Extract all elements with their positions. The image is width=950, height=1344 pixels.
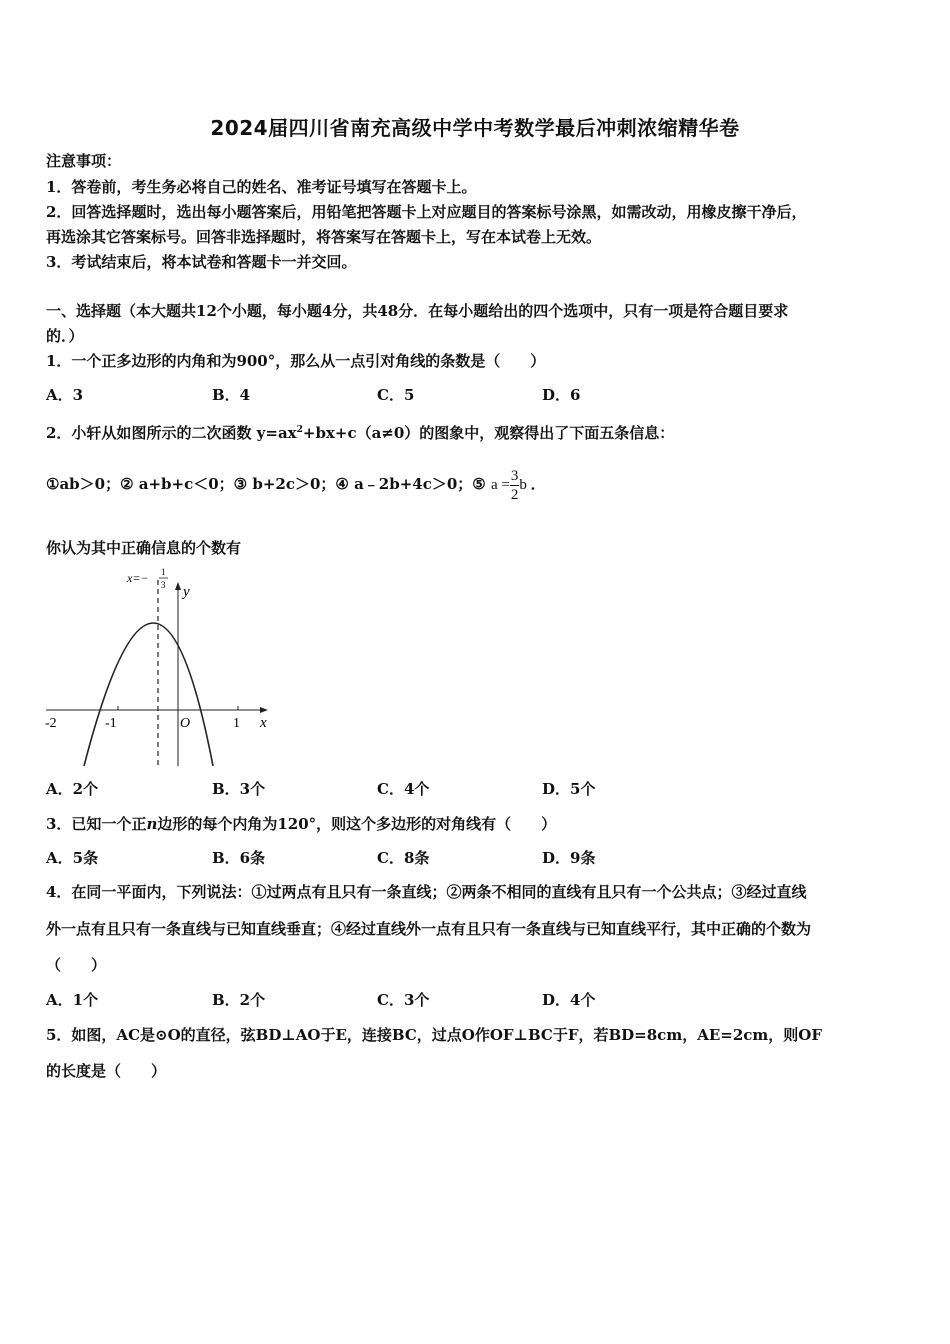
q4-stem-line-1: 4．在同一平面内，下列说法：①过两点有且只有一条直线；②两条不相同的直线有且只有一个公共点；③经过直线	[46, 883, 807, 901]
q1-options	[46, 385, 906, 405]
q2-formula-rhs: b	[519, 477, 527, 493]
q2-formula-end: ．	[530, 475, 546, 493]
section-heading: 一、选择题（本大题共12个小题，每小题4分，共48分．在每小题给出的四个选项中，只有一项是符合题目要求	[46, 302, 789, 320]
q5-stem-line-2: 的长度是（ ）	[46, 1062, 167, 1080]
notice-item-1: 1．答卷前，考生务必将自己的姓名、准考证号填写在答题卡上。	[46, 178, 477, 196]
parabola-graph	[42, 566, 282, 770]
q4-stem-line-2: 外一点有且只有一条直线与已知直线垂直；④经过直线外一点有且只有一条直线与已知直线平行，其中正确的个数为	[46, 920, 812, 938]
q2-formula-lhs: a =	[490, 477, 510, 493]
q1-option-d[interactable]: D．6	[542, 386, 581, 404]
exam-title: 2024届四川省南充高级中学中考数学最后冲刺浓缩精华卷	[210, 116, 740, 140]
q2-options	[46, 779, 906, 799]
q2-question: 你认为其中正确信息的个数有	[46, 539, 242, 557]
q2-option-a[interactable]: A．2个	[46, 780, 99, 798]
q2-info	[46, 466, 906, 502]
q4-option-c[interactable]: C．3个	[377, 991, 430, 1009]
q5-stem-line-1: 5．如图，AC是⊙O的直径，弦BD⊥AO于E，连接BC，过点O作OF⊥BC于F，若BD=8cm，AE=2cm，则OF	[46, 1026, 822, 1044]
q1-option-b[interactable]: B．4	[212, 386, 251, 404]
notice-item-2-cont: 再选涂其它答案标号。回答非选择题时，将答案写在答题卡上，写在本试卷上无效。	[46, 228, 602, 246]
tick-label-minus-2: -2	[45, 716, 57, 731]
tick-label-minus-1: -1	[105, 716, 117, 731]
q2-formula-fraction	[510, 467, 520, 504]
q3-stem-var: n	[146, 815, 158, 833]
q3-options	[46, 848, 906, 868]
notice-item-2: 2．回答选择题时，选出每小题答案后，用铅笔把答题卡上对应题目的答案标号涂黑，如需改动，用橡皮擦干净后，	[46, 203, 807, 221]
parabola-curve	[84, 623, 213, 766]
symmetry-frac-den: 3	[161, 580, 166, 590]
q3-option-c[interactable]: C．8条	[377, 849, 430, 867]
x-axis-arrow	[260, 707, 268, 713]
q4-stem-line-3: （ ）	[46, 956, 107, 974]
q3-option-d[interactable]: D．9条	[542, 849, 596, 867]
x-axis-label: x	[260, 715, 267, 731]
q2-stem-post: +bx+c（a≠0）的图象中，观察得出了下面五条信息：	[302, 424, 675, 442]
tick-label-1: 1	[233, 716, 240, 731]
q2-info-text: ①ab＞0；② a+b+c＜0；③ b+2c＞0；④ a﹣2b+4c＞0；⑤	[46, 475, 486, 493]
q1-stem: 1．一个正多边形的内角和为900°，那么从一点引对角线的条数是（ ）	[46, 352, 546, 370]
notice-heading: 注意事项：	[46, 152, 122, 170]
q2-option-c[interactable]: C．4个	[377, 780, 430, 798]
y-axis-label: y	[183, 584, 190, 600]
notice-item-3: 3．考试结束后，将本试卷和答题卡一并交回。	[46, 253, 357, 271]
q4-options	[46, 990, 906, 1010]
q4-option-a[interactable]: A．1个	[46, 991, 99, 1009]
q1-option-c[interactable]: C．5	[377, 386, 415, 404]
q2-stem	[46, 420, 906, 443]
q2-stem-sup: 2	[296, 425, 303, 435]
q2-option-b[interactable]: B．3个	[212, 780, 266, 798]
q3-option-b[interactable]: B．6条	[212, 849, 266, 867]
q2-formula	[490, 468, 531, 504]
q3-stem	[46, 814, 906, 834]
q2-stem-pre: 2．小轩从如图所示的二次函数 y=ax	[46, 424, 297, 442]
q2-option-d[interactable]: D．5个	[542, 780, 596, 798]
q1-option-a[interactable]: A．3	[46, 386, 84, 404]
q3-option-a[interactable]: A．5条	[46, 849, 99, 867]
origin-label: O	[180, 716, 191, 731]
q3-stem-post: 边形的每个内角为120°，则这个多边形的对角线有（ ）	[157, 815, 557, 833]
q2-frac-den: 2	[510, 487, 519, 504]
q4-option-d[interactable]: D．4个	[542, 991, 596, 1009]
section-heading-cont: 的．）	[46, 327, 84, 345]
y-axis-arrow	[175, 582, 181, 590]
q4-option-b[interactable]: B．2个	[212, 991, 266, 1009]
symmetry-frac-num: 1	[161, 567, 166, 577]
q3-stem-pre: 3．已知一个正	[46, 815, 147, 833]
q2-frac-num: 3	[510, 468, 519, 485]
symmetry-line-label: x=−	[127, 571, 149, 585]
